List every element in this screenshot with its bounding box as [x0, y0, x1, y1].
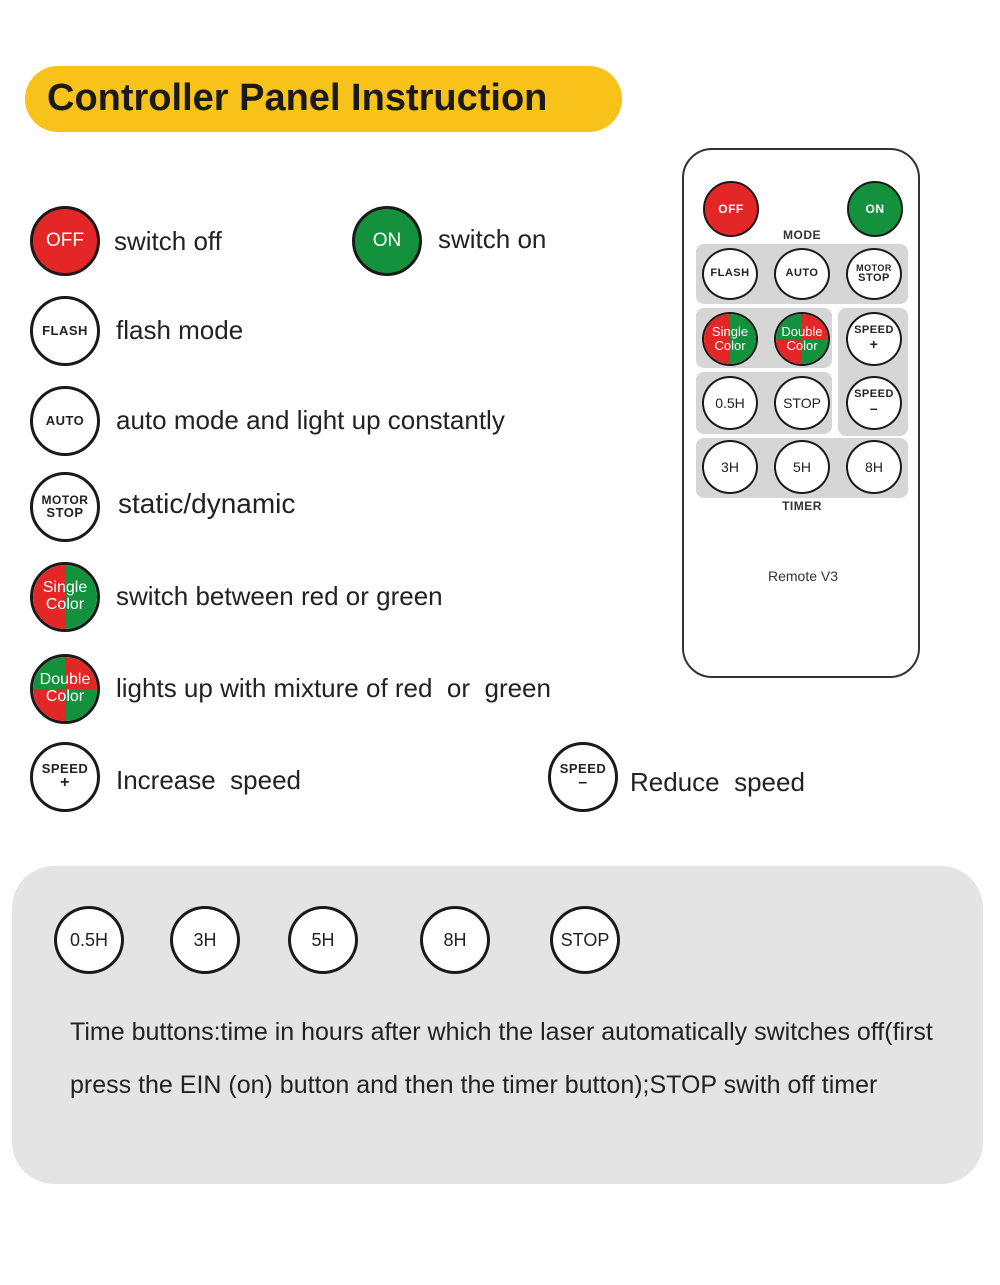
on-button-icon: ON	[352, 206, 422, 276]
motor-stop-description: static/dynamic	[118, 488, 296, 519]
speed-minus-description: Reduce speed	[630, 767, 805, 797]
timer-8h-button-icon: 8H	[420, 906, 490, 974]
double-color-description: lights up with mixture of red or green	[116, 673, 551, 703]
auto-description: auto mode and light up constantly	[116, 405, 505, 435]
remote-3h-button: 3H	[702, 440, 758, 494]
remote-speed-minus-button: SPEED –	[846, 376, 902, 430]
remote-8h-button: 8H	[846, 440, 902, 494]
speed-minus-button-icon: SPEED –	[548, 742, 618, 812]
title-banner	[25, 66, 622, 132]
timer-info-box	[12, 866, 983, 1184]
flash-description: flash mode	[116, 315, 244, 345]
remote-motor-stop-button: MOTOR STOP	[846, 248, 902, 300]
timer-description: Time buttons:time in hours after which the laser automatically switches off(first press the EIN (on) button and then the timer button);STOP swith off timer	[70, 1018, 933, 1099]
single-color-description: switch between red or green	[116, 581, 443, 611]
auto-button-icon: AUTO	[30, 386, 100, 456]
remote-single-color-button: Single Color	[702, 312, 758, 366]
remote-control-illustration	[682, 148, 920, 678]
timer-5h-button-icon: 5H	[288, 906, 358, 974]
speed-plus-description: Increase speed	[116, 765, 302, 795]
single-color-button-icon: Single Color	[30, 562, 100, 632]
off-description: switch off	[114, 226, 222, 256]
timer-stop-button-icon: STOP	[550, 906, 620, 974]
remote-double-color-button: Double Color	[774, 312, 830, 366]
remote-off-button: OFF	[703, 181, 759, 237]
flash-button-icon: FLASH	[30, 296, 100, 366]
timer-3h-button-icon: 3H	[170, 906, 240, 974]
double-color-button-icon: Double Color	[30, 654, 100, 724]
remote-on-button: ON	[847, 181, 903, 237]
remote-0-5h-button: 0.5H	[702, 376, 758, 430]
on-description: switch on	[438, 224, 547, 254]
remote-speed-plus-button: SPEED +	[846, 312, 902, 366]
page-title: Controller Panel Instruction	[47, 77, 548, 119]
motor-stop-button-icon: MOTOR STOP	[30, 472, 100, 542]
mode-label: MODE	[774, 228, 830, 242]
remote-5h-button: 5H	[774, 440, 830, 494]
remote-auto-button: AUTO	[774, 248, 830, 300]
remote-model-label: Remote V3	[767, 568, 839, 584]
remote-flash-button: FLASH	[702, 248, 758, 300]
timer-0-5h-button-icon: 0.5H	[54, 906, 124, 974]
remote-stop-button: STOP	[774, 376, 830, 430]
off-button-icon: OFF	[30, 206, 100, 276]
speed-plus-button-icon: SPEED +	[30, 742, 100, 812]
timer-label: TIMER	[774, 499, 830, 513]
